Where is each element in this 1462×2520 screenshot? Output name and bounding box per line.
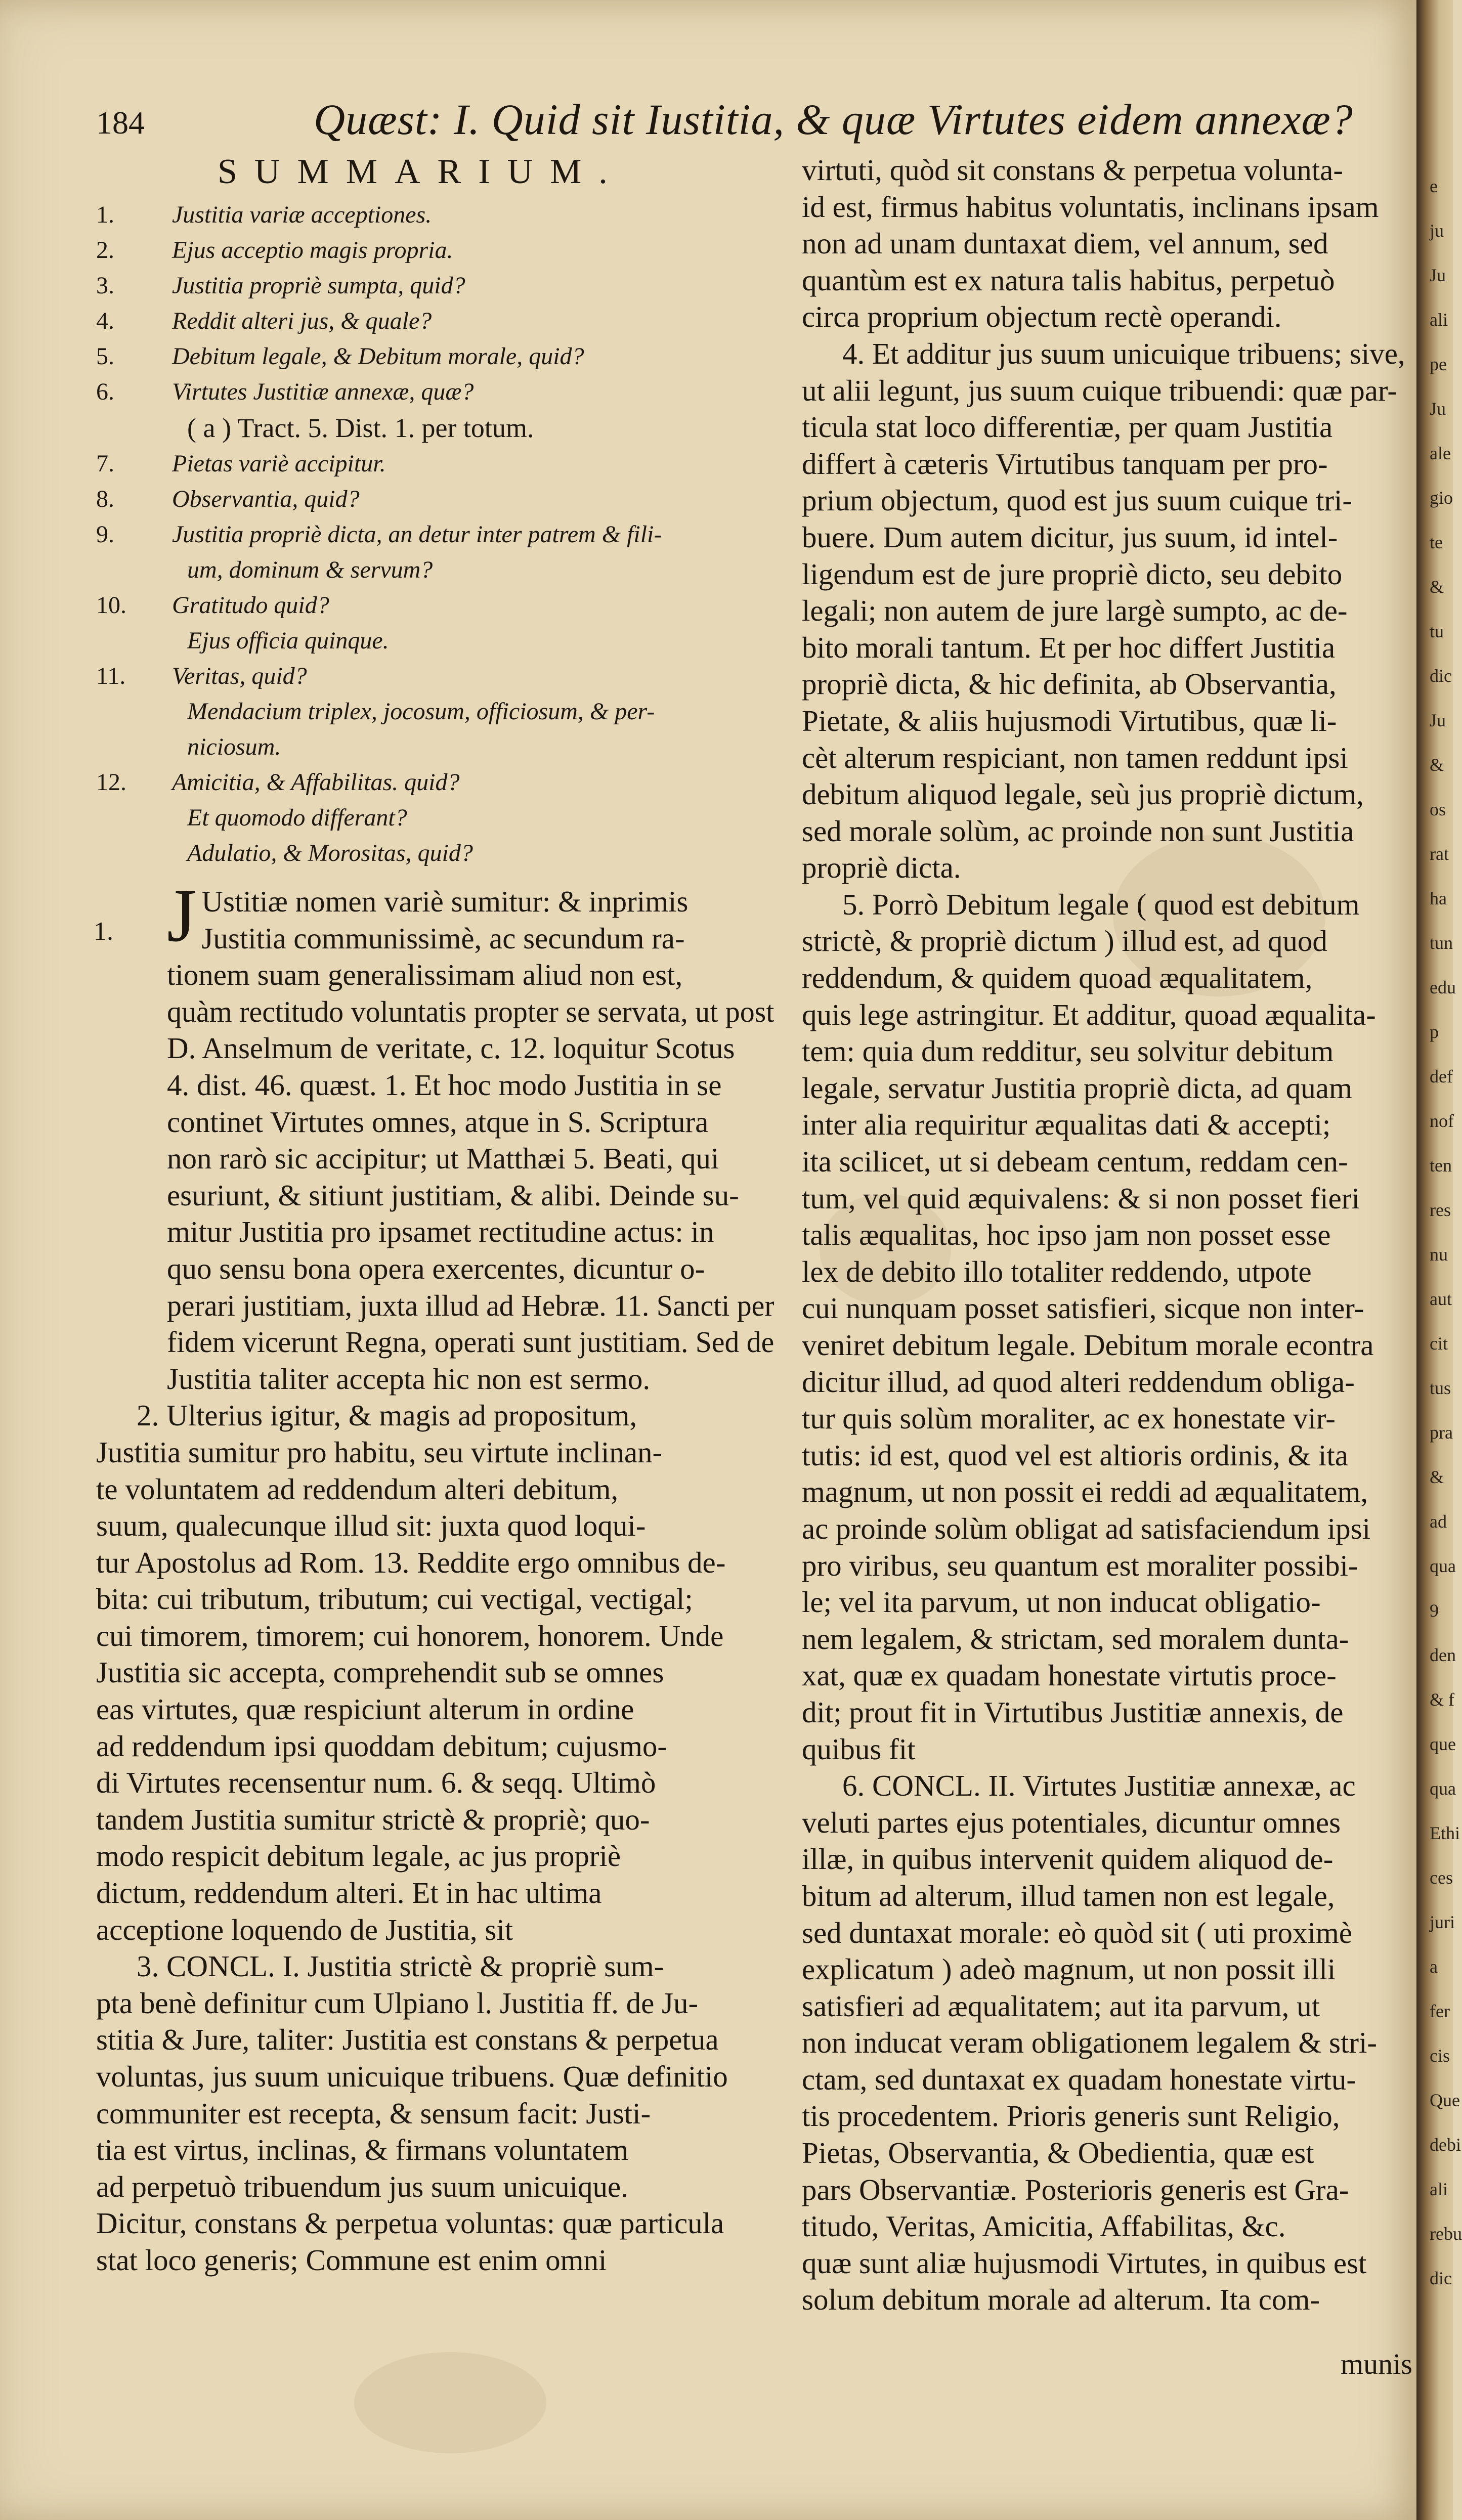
next-page-fragment: tun (1430, 933, 1453, 953)
next-page-fragment: juri (1430, 1912, 1455, 1932)
text-line: dictum, reddendum alteri. Et in hac ultima (96, 1876, 602, 1910)
text-line: Dicitur, constans & perpetua voluntas: quæ particula (96, 2206, 724, 2240)
text-line: prium objectum, quod est jus suum cuique tri- (802, 484, 1353, 517)
text-line: ctam, sed duntaxat ex quadam honestate virtu- (802, 2062, 1357, 2096)
text-line: solum debitum morale ad alterum. Ita com- (802, 2283, 1320, 2317)
paragraph-5 (802, 886, 1414, 1767)
text-line: id est, firmus habitus voluntatis, inclinans ipsam (802, 190, 1379, 224)
text-line: debitum aliquod legale, seù jus propriè dictum, (802, 777, 1364, 811)
next-page-fragment: ali (1430, 310, 1448, 330)
summary-item-text: Ejus officia quinque. (187, 627, 389, 654)
summary-item-text: Debitum legale, & Debitum morale, quid? (172, 343, 584, 370)
text-line: suum, qualecunque illud sit: juxta quod loqui- (96, 1509, 646, 1543)
summary-item (96, 659, 774, 694)
summary-item-number: 10. (96, 592, 126, 619)
text-line: xat, quæ ex quadam honestate virtutis proce- (802, 1659, 1337, 1692)
summary-item-number: 1. (96, 201, 114, 228)
text-line: 4. dist. 46. quæst. 1. Et hoc modo Justitia in se (167, 1068, 722, 1102)
text-line: tutis: id est, quod vel est altioris ordinis, & ita (802, 1438, 1348, 1472)
summary-item (96, 623, 774, 659)
next-page-fragment: ali (1430, 2179, 1448, 2199)
summary-item (96, 446, 774, 482)
text-line: ac proinde solùm obligat ad satisfaciendum ipsi (802, 1511, 1371, 1545)
next-page-fragment: e (1430, 176, 1438, 196)
text-line: le; vel ita parvum, ut non inducat obligatio- (802, 1585, 1321, 1619)
text-line: pars Observantiæ. Posterioris generis est Gra- (802, 2173, 1349, 2206)
summary-list-continued (96, 446, 774, 871)
text-line: quibus fit (802, 1732, 916, 1766)
summary-item-text: um, dominum & servum? (187, 556, 433, 583)
next-page-fragment: aut (1430, 1289, 1452, 1309)
text-line: differt à cæteris Virtutibus tanquam per pro- (802, 447, 1328, 481)
text-line: non inducat veram obligationem legalem & stri- (802, 2026, 1378, 2060)
summary-item-text: Virtutes Justitiæ annexæ, quæ? (172, 378, 474, 405)
summary-item (96, 729, 774, 765)
left-column (96, 152, 774, 2279)
next-page-fragment: os (1430, 799, 1446, 819)
summary-item (96, 517, 774, 552)
summary-item-text: Justitia propriè dicta, an detur inter patrem & fili- (172, 521, 662, 548)
summary-item-number: 12. (96, 769, 126, 796)
text-line: mitur Justitia pro ipsamet rectitudine actus: in (167, 1215, 714, 1249)
text-line: modo respicit debitum legale, ac jus propriè (96, 1839, 621, 1873)
summary-item-number: 6. (96, 378, 114, 405)
text-line: circa proprium objectum rectè operandi. (802, 300, 1282, 334)
text-line: talis æqualitas, hoc ipso jam non posset esse (802, 1218, 1331, 1252)
text-line: perari justitiam, juxta illud ad Hebræ. 11. Sancti per (167, 1288, 775, 1322)
summary-item (96, 552, 774, 588)
next-page-fragment: def (1430, 1066, 1453, 1087)
next-page-fragment: te (1430, 532, 1443, 552)
text-line: illæ, in quibus intervenit quidem aliquod de- (802, 1842, 1334, 1876)
page-header (96, 90, 1353, 146)
next-page-fragment: ju (1430, 221, 1444, 241)
next-page-fragment: nof (1430, 1111, 1454, 1131)
text-line: propriè dicta. (802, 851, 961, 885)
paragraph-lines (167, 874, 775, 1397)
text-line: pta benè definitur cum Ulpiano l. Justitia ff. de Ju- (96, 1986, 699, 2020)
text-line: satisfieri ad æqualitatem; aut ita parvum, ut (802, 1989, 1320, 2023)
next-page-fragment: Ju (1430, 265, 1446, 285)
next-page-fragment: & (1430, 755, 1444, 775)
next-page-fragment: cit (1430, 1333, 1448, 1354)
paragraph-1 (94, 874, 775, 1397)
text-line: bitum ad alterum, illud tamen non est legale, (802, 1879, 1335, 1913)
text-line: tia est virtus, inclinas, & firmans voluntatem (96, 2133, 628, 2167)
next-page-fragment: qua (1430, 1556, 1456, 1576)
paragraph-6 (802, 1767, 1414, 2318)
summary-item-number: 11. (96, 663, 126, 689)
text-line: quis lege astringitur. Et additur, quoad æqualita- (802, 997, 1376, 1031)
text-line: nem legalem, & strictam, sed moralem dunta- (802, 1622, 1349, 1656)
text-line: quæ sunt aliæ hujusmodi Virtutes, in quibus est (802, 2246, 1367, 2280)
margin-number: 1. (94, 917, 113, 946)
summary-item-number: 7. (96, 450, 114, 477)
summary-item (96, 339, 774, 374)
next-page-fragment: dic (1430, 666, 1452, 686)
text-line: tum, vel quid æquivalens: & si non posset fieri (802, 1181, 1360, 1215)
summary-item (96, 233, 774, 268)
text-line: veluti partes ejus potentiales, dicuntur omnes (802, 1805, 1341, 1839)
text-line: 4. Et additur jus suum unicuique tribuens; sive, (842, 336, 1405, 370)
summary-item-number: 8. (96, 486, 114, 512)
text-line: ticula stat loco differentiæ, per quam Justitia (802, 410, 1333, 444)
next-page-fragment: tu (1430, 621, 1444, 641)
next-page-fragment: ten (1430, 1155, 1452, 1176)
text-line: 5. Porrò Debitum legale ( quod est debitum (842, 887, 1360, 921)
next-page-fragment: res (1430, 1200, 1451, 1220)
summary-item (96, 268, 774, 303)
summary-item-text: Gratitudo quid? (172, 592, 329, 619)
summary-item (96, 303, 774, 339)
next-page-fragment: pra (1430, 1422, 1453, 1443)
summary-list (96, 197, 774, 410)
next-page-fragment: & (1430, 1467, 1444, 1487)
next-page-fragment: rebu (1430, 2224, 1462, 2244)
text-line: voluntas, jus suum unicuique tribuens. Quæ definitio (96, 2060, 728, 2093)
summary-item-number: 9. (96, 521, 114, 548)
next-page-fragment: ale (1430, 443, 1451, 463)
paragraph-3 (96, 1948, 774, 2278)
text-line: inter alia requiritur æqualitas dati & accepti; (802, 1108, 1331, 1142)
text-line: legale, servatur Justitia propriè dicta, ad quam (802, 1071, 1352, 1105)
text-line: stitia & Jure, taliter: Justitia est constans & perpetua (96, 2023, 719, 2057)
text-line: cèt alterum respiciant, non tamen reddunt ipsi (802, 741, 1348, 774)
text-line: eas virtutes, quæ respiciunt alterum in ordine (96, 1692, 634, 1726)
next-page-fragment: debi (1430, 2135, 1461, 2155)
drop-cap: J (167, 874, 197, 958)
text-line: pro viribus, seu quantum est moraliter possibi- (802, 1548, 1358, 1582)
next-page-fragment: 9 (1430, 1600, 1439, 1621)
next-page-fragment: Ethi (1430, 1823, 1460, 1843)
text-line: tis procedentem. Prioris generis sunt Religio, (802, 2099, 1340, 2133)
text-line: Pietate, & aliis hujusmodi Virtutibus, quæ li- (802, 704, 1337, 737)
text-line: tur Apostolus ad Rom. 13. Reddite ergo omnibus de- (96, 1545, 726, 1579)
text-line: magnum, ut non possit ei reddi ad æqualitatem, (802, 1475, 1368, 1509)
text-line: virtuti, quòd sit constans & perpetua volunta- (802, 153, 1344, 187)
next-page-fragment: & (1430, 577, 1444, 597)
summary-footnote: ( a ) Tract. 5. Dist. 1. per totum. (187, 413, 534, 443)
text-line: titudo, Veritas, Amicitia, Affabilitas, &c. (802, 2209, 1286, 2243)
text-line: dit; prout fit in Virtutibus Justitiæ annexis, de (802, 1695, 1344, 1729)
paper-stain (354, 2352, 546, 2453)
text-line: Justitia taliter accepta hic non est sermo. (167, 1362, 651, 1396)
text-line: legali; non autem de jure largè sumpto, ac de- (802, 594, 1348, 628)
text-line: buere. Dum autem dicitur, jus suum, id intel- (802, 520, 1338, 554)
next-page-fragment: tus (1430, 1378, 1451, 1398)
summary-item (96, 800, 774, 836)
summary-title: SUMMARIUM. (218, 152, 625, 191)
text-line: quàm rectitudo voluntatis propter se servata, ut post (167, 994, 775, 1028)
text-line: cui nunquam posset satisfieri, sicque non inter- (802, 1291, 1364, 1325)
text-line: di Virtutes recensentur num. 6. & seqq. Ultimò (96, 1766, 656, 1800)
text-line: tur quis solùm moraliter, ac ex honestate vir- (802, 1402, 1336, 1436)
text-line: explicatum ) adeò magnum, ut non possit illi (802, 1952, 1336, 1986)
summary-item (96, 197, 774, 233)
summary-item-text: Observantia, quid? (172, 486, 360, 512)
text-line: Justitia sumitur pro habitu, seu virtute inclinan- (96, 1435, 663, 1469)
summary-item (96, 694, 774, 729)
text-line: bita: cui tributum, tributum; cui vectigal, vectigal; (96, 1582, 693, 1616)
next-page-fragment: rat (1430, 844, 1449, 864)
next-page-fragment: a (1430, 1957, 1438, 1977)
summary-item-text: Reddit alteri jus, & quale? (172, 308, 432, 334)
next-page-fragment: ces (1430, 1867, 1453, 1888)
next-page-fragment: ha (1430, 888, 1447, 908)
next-page-fragment: Ju (1430, 710, 1446, 730)
paragraph-3-continued (802, 152, 1414, 335)
summary-item-text: niciosum. (187, 733, 281, 760)
text-line: fidem vicerunt Regna, operati sunt justitiam. Sed de (167, 1325, 775, 1359)
summary-item-text: Et quomodo differant? (187, 804, 407, 831)
next-page-fragment: ad (1430, 1511, 1447, 1532)
text-line: Ustitiæ nomen variè sumitur: & inprimis (201, 885, 689, 918)
summary-item-number: 4. (96, 308, 114, 334)
text-line: quantùm est ex natura talis habitus, perpetuò (802, 263, 1335, 297)
summary-item-number: 2. (96, 237, 114, 264)
text-line: ad reddendum ipsi quoddam debitum; cujusmo- (96, 1729, 668, 1763)
text-line: D. Anselmum de veritate, c. 12. loquitur Scotus (167, 1031, 735, 1065)
summary-item-text: Justitia propriè sumpta, quid? (172, 272, 465, 299)
text-line: stat loco generis; Commune est enim omni (96, 2243, 607, 2277)
text-line: non rarò sic accipitur; ut Matthæi 5. Beati, qui (167, 1142, 719, 1176)
next-page-fragment: & f (1430, 1689, 1454, 1710)
text-line: sed morale solùm, ac proinde non sunt Justitia (802, 814, 1354, 848)
text-line: Justitia sic accepta, comprehendit sub se omnes (96, 1656, 664, 1689)
text-line: quo sensu bona opera exercentes, dicuntur o- (167, 1251, 705, 1285)
next-page-fragment: p (1430, 1022, 1439, 1042)
summary-item (96, 482, 774, 517)
summary-item (96, 765, 774, 800)
paragraph-4 (802, 335, 1414, 886)
text-line: non ad unam duntaxat diem, vel annum, sed (802, 227, 1328, 260)
text-line: communiter est recepta, & sensum facit: Justi- (96, 2096, 651, 2130)
text-line: acceptione loquendo de Justitia, sit (96, 1913, 513, 1946)
summary-item (96, 836, 774, 871)
next-page-fragment: den (1430, 1645, 1456, 1665)
catchword: munis (1341, 2348, 1412, 2380)
next-page-fragment: nu (1430, 1244, 1448, 1265)
text-line: Pietas, Observantia, & Obedientia, quæ est (802, 2136, 1314, 2170)
page-number: 184 (96, 105, 145, 141)
summary-item (96, 374, 774, 410)
right-column (802, 152, 1414, 2318)
summary-item-number: 3. (96, 272, 114, 299)
text-line: ita scilicet, ut si debeam centum, reddam cen- (802, 1145, 1348, 1179)
next-page-fragment: cis (1430, 2046, 1450, 2066)
text-line: strictè, & propriè dictum ) illud est, ad quod (802, 924, 1327, 958)
text-line: ad perpetuò tribuendum jus suum unicuique. (96, 2169, 628, 2203)
text-line: esuriunt, & sitiunt justitiam, & alibi. Deinde su- (167, 1178, 739, 1212)
next-page-fragment: gio (1430, 488, 1453, 508)
text-line: propriè dicta, & hic definita, ab Observantia, (802, 667, 1337, 701)
next-page-fragment: Que (1430, 2090, 1460, 2110)
summary-item-number: 5. (96, 343, 114, 370)
paragraph-2 (96, 1397, 774, 1948)
text-line: tionem suam generalissimam aliud non est, (167, 958, 683, 992)
text-line: 6. CONCL. II. Virtutes Justitiæ annexæ, ac (842, 1769, 1356, 1803)
text-line: te voluntatem ad reddendum alteri debitum, (96, 1472, 619, 1506)
next-page-fragment: edu (1430, 977, 1456, 997)
text-line: reddendum, & quidem quoad æqualitatem, (802, 961, 1313, 995)
next-page-fragment: dic (1430, 2268, 1452, 2288)
next-page-fragment: pe (1430, 354, 1447, 374)
text-line: Justitia communissimè, ac secundum ra- (201, 921, 685, 955)
text-line: tem: quia dum redditur, seu solvitur debitum (802, 1034, 1334, 1068)
summary-item-text: Veritas, quid? (172, 663, 307, 689)
text-line: sed duntaxat morale: eò quòd sit ( uti proximè (802, 1916, 1352, 1949)
next-page-fragment: que (1430, 1734, 1456, 1754)
text-line: 2. Ulterius igitur, & magis ad propositum, (137, 1399, 637, 1432)
text-line: ut alii legunt, jus suum cuique tribuendi: quæ par- (802, 373, 1398, 407)
text-line: cui timorem, timorem; cui honorem, honorem. Unde (96, 1619, 724, 1653)
text-line: continet Virtutes omnes, atque in S. Scriptura (167, 1105, 709, 1139)
text-line: tandem Justitia sumitur strictè & propriè; quo- (96, 1802, 650, 1836)
text-line: dicitur illud, ad quod alteri reddendum obliga- (802, 1365, 1355, 1399)
text-line: ligendum est de jure propriè dicto, seu debito (802, 557, 1343, 591)
text-line: bito morali tantum. Et per hoc differt Justitia (802, 630, 1336, 664)
summary-item-text: Amicitia, & Affabilitas. quid? (172, 769, 460, 796)
next-page-fragment: fer (1430, 2001, 1450, 2021)
summary-item-text: Mendacium triplex, jocosum, officiosum, & per- (187, 698, 655, 725)
text-line: veniret debitum legale. Debitum morale econtra (802, 1328, 1374, 1362)
summary-item-text: Ejus acceptio magis propria. (172, 237, 453, 264)
text-line: 3. CONCL. I. Justitia strictè & propriè sum- (137, 1949, 664, 1983)
running-head: Quæst: I. Quid sit Iustitia, & quæ Virtutes eidem annexæ? (314, 95, 1353, 144)
next-page-fragment: Ju (1430, 399, 1446, 419)
summary-item (96, 588, 774, 623)
summary-item-text: Pietas variè accipitur. (172, 450, 386, 477)
summary-item-text: Justitia variæ acceptiones. (172, 201, 432, 228)
next-page-fragment: qua (1430, 1778, 1456, 1799)
text-line: lex de debito illo totaliter reddendo, utpote (802, 1254, 1312, 1288)
summary-item-text: Adulatio, & Morositas, quid? (187, 840, 473, 866)
